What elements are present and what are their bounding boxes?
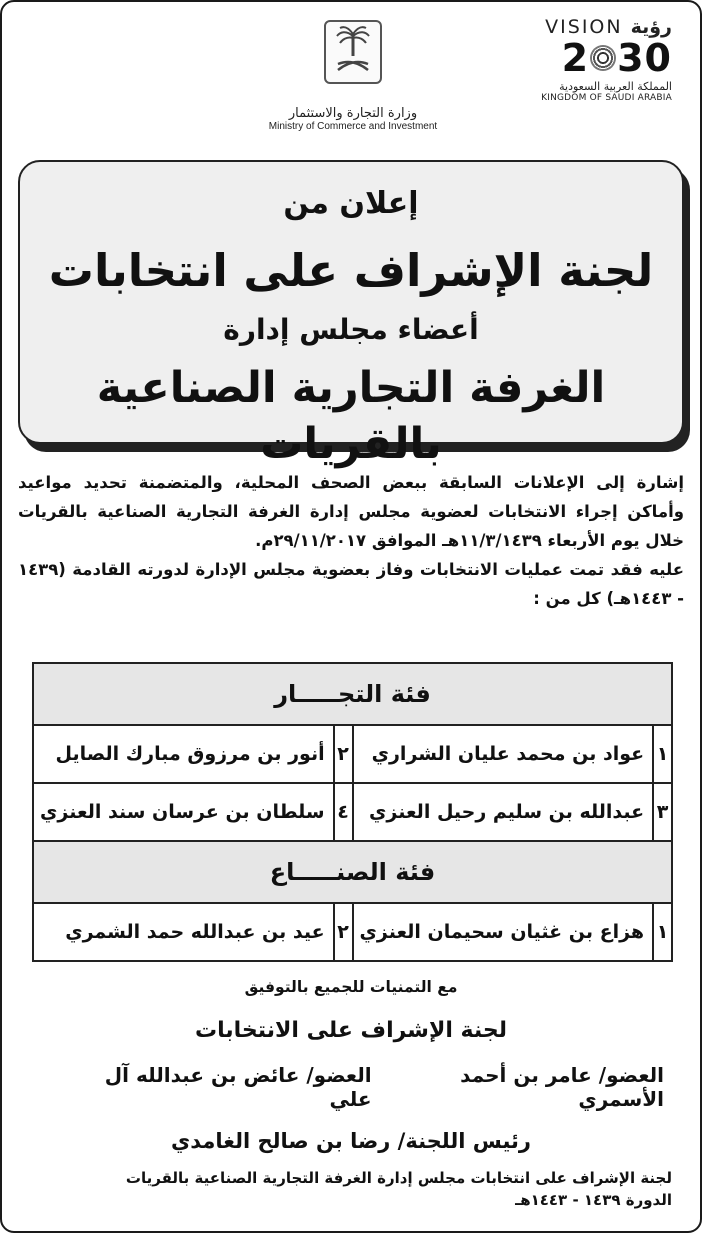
title-line-members: أعضاء مجلس إدارة — [223, 313, 479, 346]
footer-line-1: لجنة الإشراف على انتخابات مجلس إدارة الغرفة التجارية الصناعية بالقريات — [125, 1169, 672, 1187]
closing-section — [18, 978, 684, 1211]
row-number: ٤ — [334, 783, 353, 841]
category-row-merchants — [33, 663, 672, 725]
header — [2, 2, 700, 152]
vision-2030-logo — [522, 16, 672, 103]
vision-year: 2 30 — [561, 36, 672, 80]
title-line-committee: لجنة الإشراف على انتخابات — [48, 244, 654, 297]
body-paragraph-2: عليه فقد تمت عمليات الانتخابات وفاز بعضوية مجلس الإدارة لدورته القادمة (١٤٣٩ - ١٤٤٣هـ) كل من : — [18, 560, 684, 608]
row-number: ١ — [653, 903, 672, 961]
saudi-emblem-icon — [324, 20, 382, 84]
winner-name: أنور بن مرزوق مبارك الصايل — [33, 725, 334, 783]
winner-name: عيد بن عبدالله حمد الشمري — [33, 903, 334, 961]
title-line-chamber: الغرفة التجارية الصناعية بالقريات — [96, 363, 606, 469]
committee-members — [18, 1063, 684, 1111]
table-row — [33, 725, 672, 783]
table-row — [33, 783, 672, 841]
kingdom-name-english: KINGDOM OF SAUDI ARABIA — [541, 93, 672, 103]
palm-swords-icon — [328, 22, 378, 78]
table-row — [33, 903, 672, 961]
closing-wish: مع التمنيات للجميع بالتوفيق — [244, 978, 458, 996]
committee-name: لجنة الإشراف على الانتخابات — [195, 1018, 507, 1043]
ministry-logo — [268, 20, 438, 132]
committee-chair: رئيس اللجنة/ رضا بن صالح الغامدي — [170, 1129, 531, 1153]
title-box — [18, 160, 684, 469]
row-number: ٣ — [653, 783, 672, 841]
category-row-industrialists — [33, 841, 672, 903]
vision-burst-icon — [590, 45, 616, 71]
row-number: ٢ — [334, 903, 353, 961]
ministry-name-arabic: وزارة التجارة والاستثمار — [288, 106, 418, 121]
winners-table — [32, 662, 673, 962]
title-line-announcement: إعلان من — [283, 186, 419, 221]
winner-name: سلطان بن عرسان سند العنزي — [33, 783, 334, 841]
footer-line-2: الدورة ١٤٣٩ - ١٤٤٣هـ — [515, 1191, 672, 1209]
ministry-name-english: Ministry of Commerce and Investment — [268, 121, 438, 132]
row-number: ٢ — [334, 725, 353, 783]
winner-name: عبدالله بن سليم رحيل العنزي — [353, 783, 654, 841]
body-paragraph-1: إشارة إلى الإعلانات السابقة ببعض الصحف المحلية، والمتضمنة تحديد مواعيد وأماكن إجراء الانتخابات لعضوية مجلس إدارة الغرفة التجارية الصناعية بالقريات خلال يوم الأربعاء ١١/٣/١٤٣٩هـ الموافق ٢٩/١١/٢٠١٧م. — [18, 473, 684, 550]
category-industrialists: فئة الصنـــــاع — [33, 841, 672, 903]
vision-word: VISION — [545, 16, 623, 38]
member-2: العضو/ عائض بن عبدالله آل علي — [104, 1063, 372, 1111]
row-number: ١ — [653, 725, 672, 783]
announcement-body — [18, 468, 684, 613]
category-merchants: فئة التجـــــار — [33, 663, 672, 725]
footer-note — [18, 1167, 684, 1211]
member-1: العضو/ عامر بن أحمد الأسمري — [460, 1063, 664, 1111]
winner-name: هزاع بن غثيان سحيمان العنزي — [353, 903, 654, 961]
winner-name: عواد بن محمد عليان الشراري — [353, 725, 654, 783]
kingdom-name-arabic: المملكة العربية السعودية — [559, 80, 672, 93]
vision-arabic: رؤية — [630, 16, 672, 38]
